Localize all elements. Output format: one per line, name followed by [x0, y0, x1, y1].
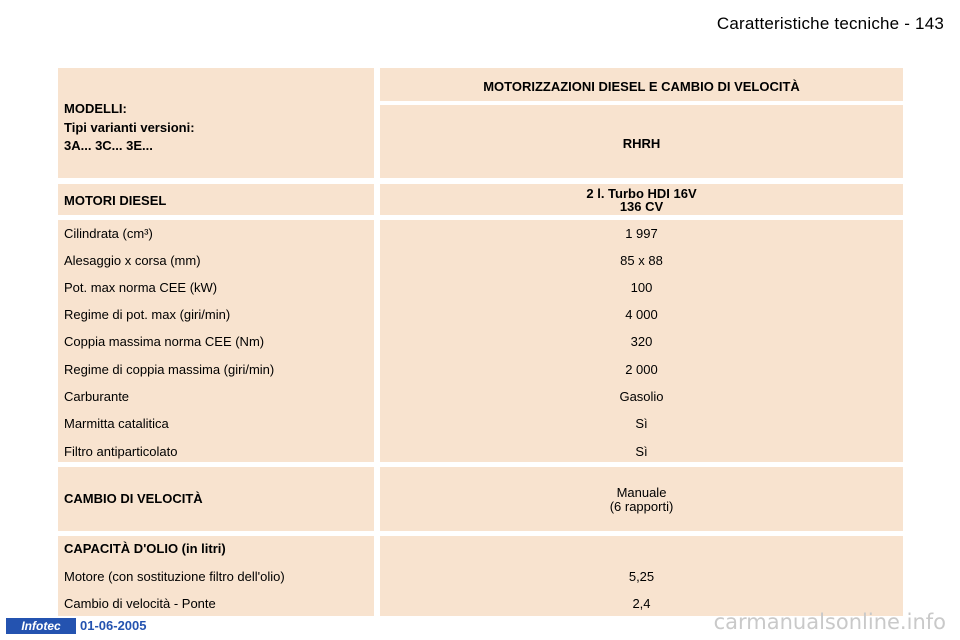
engine-value-line1: 2 l. Turbo HDI 16V — [586, 186, 697, 201]
spec-label: Carburante — [64, 389, 130, 404]
model-code: RHRH — [622, 136, 661, 151]
spec-value: 2 000 — [625, 362, 658, 377]
oil-values-cell — [380, 536, 903, 616]
spec-value: Sì — [635, 416, 648, 431]
spec-value: 320 — [630, 334, 653, 349]
infotec-badge: Infotec — [6, 618, 76, 634]
oil-row-label: Cambio di velocità - Ponte — [64, 596, 216, 611]
spec-label: Alesaggio x corsa (mm) — [64, 253, 201, 268]
engine-label: MOTORI DIESEL — [64, 193, 167, 208]
gearbox-label-cell — [58, 467, 374, 531]
spec-label: Regime di pot. max (giri/min) — [64, 307, 231, 322]
spec-label: Cilindrata (cm³) — [64, 226, 153, 241]
footer-date: 01-06-2005 — [80, 618, 147, 633]
gearbox-value-cell — [380, 467, 903, 531]
gearbox-value-line2: (6 rapporti) — [609, 499, 674, 514]
models-cell — [58, 68, 374, 178]
engines-heading: MOTORIZZAZIONI DIESEL E CAMBIO DI VELOCITÀ — [483, 79, 800, 94]
spec-label: Marmitta catalitica — [64, 416, 169, 431]
specs-labels-cell — [58, 220, 374, 462]
oil-labels-cell — [58, 536, 374, 616]
specs-values-cell — [380, 220, 903, 462]
oil-row-value: 2,4 — [632, 596, 651, 611]
spec-label: Coppia massima norma CEE (Nm) — [64, 334, 265, 349]
spec-label: Filtro antiparticolato — [64, 444, 178, 459]
spec-value: 1 997 — [625, 226, 658, 241]
spec-value: 85 x 88 — [620, 253, 663, 268]
spec-label: Regime di coppia massima (giri/min) — [64, 362, 275, 377]
engines-heading-cell — [380, 68, 903, 101]
variants-label: Tipi varianti versioni: — [64, 120, 195, 135]
watermark-text: carmanualsonline.info — [713, 610, 946, 634]
model-code-cell — [380, 105, 903, 178]
spec-value: 100 — [630, 280, 653, 295]
spec-value: Sì — [635, 444, 648, 459]
page-header-title: Caratteristiche tecniche - 143 — [716, 14, 944, 33]
gearbox-value-line1: Manuale — [616, 485, 667, 500]
engine-value-line2: 136 CV — [619, 199, 664, 214]
spec-label: Pot. max norma CEE (kW) — [64, 280, 218, 295]
versions-label: 3A... 3C... 3E... — [64, 138, 153, 153]
engine-label-cell — [58, 184, 374, 215]
spec-value: 4 000 — [625, 307, 658, 322]
models-label: MODELLI: — [64, 101, 127, 116]
oil-row-label: Motore (con sostituzione filtro dell'olio) — [64, 569, 285, 584]
oil-capacity-label: CAPACITÀ D'OLIO (in litri) — [64, 541, 226, 556]
engine-value-cell — [380, 184, 903, 215]
oil-row-value: 5,25 — [628, 569, 655, 584]
spec-value: Gasolio — [619, 389, 664, 404]
gearbox-label: CAMBIO DI VELOCITÀ — [64, 491, 203, 506]
